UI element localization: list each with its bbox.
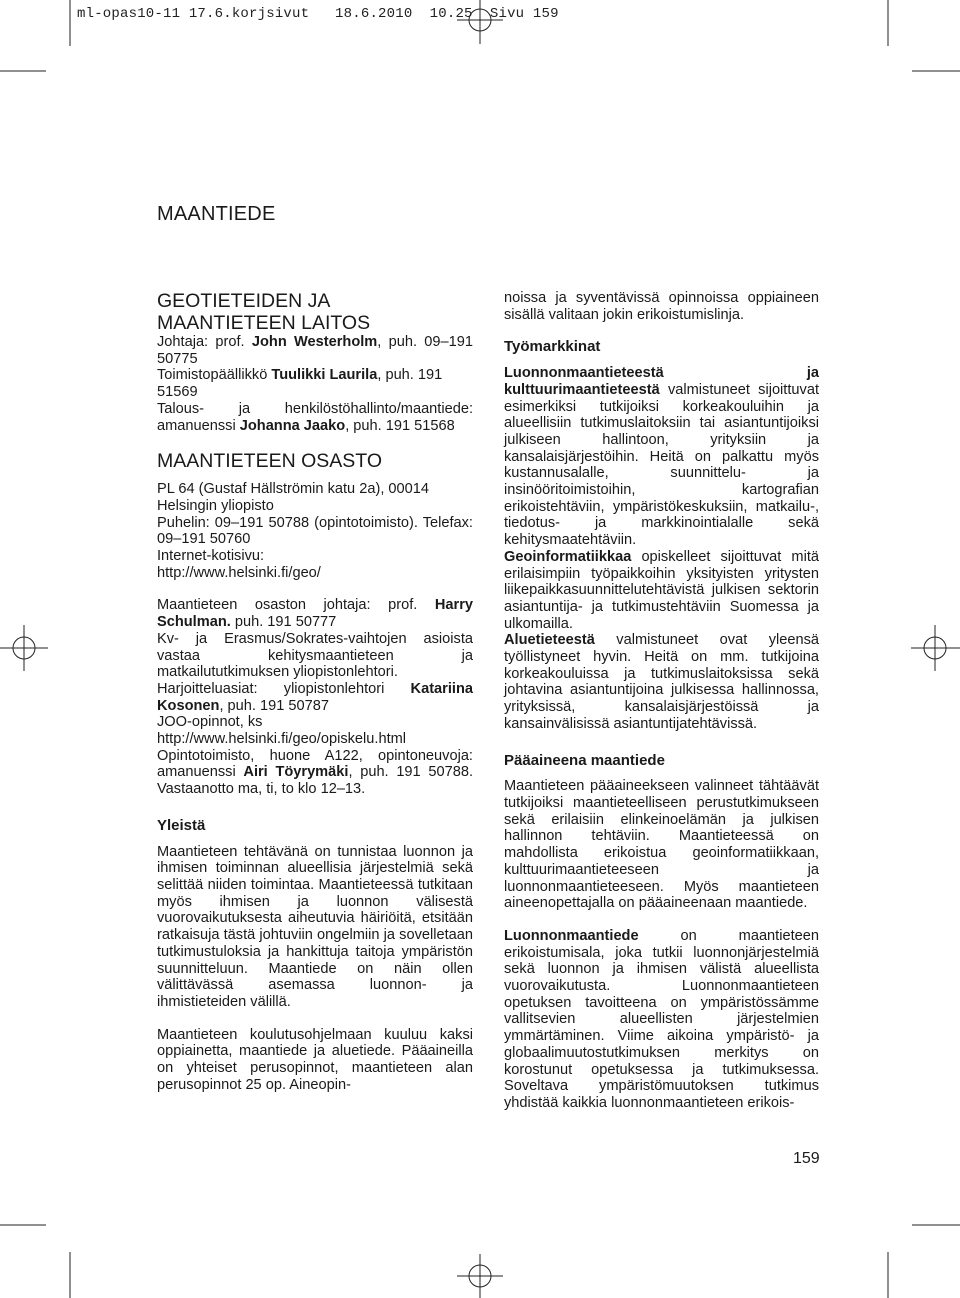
phone-text: , puh. 191 50788. Vastaanotto ma, ti, to klo 12–13.	[157, 764, 474, 798]
label-text: Toimistopäällikkö	[157, 367, 272, 384]
paragraph-text: on maantieteen erikoistumisala, joka tutkii luonnonjärjestelmiä sekä luonnon ja ihmisen välistä alueellista vuorovaikutusta. Luonnonmaantieteen opetuksen tavoitteena on ympäristössämme vallitsevien alueellisten järjestelmien ymmärtäminen. Viime aikoina ympäristö- ja globaalimuutostutkimuksen merkitys on korostunut opetuksessa ja tutkimuksessa. Soveltava ympäristömuutoksen tutkimus yhdistää kaikkia luonnonmaantieteen erikois-	[504, 927, 819, 1111]
yleista-heading: Yleistä	[157, 816, 206, 834]
paaaine-paragraph: Maantieteen pääaineekseen valinneet tähtäävät tutkijoiksi maantieteelliseen perustutkimukseen sekä erilaisiin elinkeinoelämän ja julkisen hallinnon tehtäviin. Maantieteessä on mahdollista erikoistua geoinformatiikkaan, kulttuurimaantieteeseen ja luonnonmaantieteeseen. Myös maantieteen aineenopettajalla on pääaineenaan maantiede.	[504, 778, 819, 912]
joo-url[interactable]: http://www.helsinki.fi/geo/opiskelu.html	[157, 731, 407, 748]
person-name: Harry Schulman.	[157, 597, 473, 631]
page-number: 159	[793, 1150, 820, 1167]
label-text: Opintotoimisto, huone A122, opintoneuvoja: amanuenssi	[157, 747, 473, 781]
registration-mark-right	[911, 625, 960, 671]
continued-text: noissa ja syventävissä opinnoissa oppiaineen sisällä valitaan jokin erikoistumislinja.	[504, 290, 819, 323]
phone-info: Puhelin: 09–191 50788 (opintotoimisto). Telefax: 09–191 50760	[157, 514, 473, 548]
department-title-line1: GEOTIETEIDEN JA	[157, 290, 331, 312]
internship-info	[157, 681, 473, 714]
osasto-head-info	[157, 597, 473, 630]
internet-label: Internet-kotisivu:	[157, 548, 265, 565]
label-text: Johtaja: prof.	[157, 334, 252, 350]
phone-text: , puh. 191 51568	[345, 417, 455, 434]
study-office-info	[157, 748, 473, 798]
left-column	[157, 290, 473, 1093]
bold-term: Luonnonmaantieteestä ja kulttuurimaantieteestä	[504, 365, 819, 398]
label-text: Maantieteen osaston johtaja: prof.	[157, 597, 435, 614]
person-name: Airi Töyrymäki	[243, 764, 349, 781]
phone-text: , puh. 191 50787	[219, 697, 329, 714]
luonnonmaantiede-paragraph	[504, 928, 819, 1112]
yleista-paragraph-2: Maantieteen koulutusohjelmaan kuuluu kaksi oppiainetta, maantiede ja aluetiede. Pääaineilla on yhteiset perusopinnot, maantieteen alan perusopinnot 25 op. Aineopin-	[157, 1026, 473, 1093]
registration-mark-left	[0, 625, 48, 671]
bold-term: Aluetieteestä	[504, 632, 595, 649]
internet-url[interactable]: http://www.helsinki.fi/geo/	[157, 564, 321, 581]
paragraph-text: opiskelleet sijoittuvat mitä erilaisimpiin työpaikkoihin yksityisten yritysten liikepaikkasuunnittelutehtävistä julkisen sektorin asiantuntija- ja tutkimustehtäviin Suomessa ja ulkomailla.	[504, 548, 819, 632]
paaaine-heading: Pääaineena maantiede	[504, 751, 665, 769]
osasto-title: MAANTIETEEN OSASTO	[157, 450, 383, 473]
head-info	[157, 334, 473, 367]
joo-label: JOO-opinnot, ks	[157, 714, 263, 731]
label-text: Talous- ja henkilöstöhallinto/maantiede: amanuenssi	[157, 400, 473, 434]
person-name: Tuulikki Laurila	[271, 367, 378, 384]
bold-term: Luonnonmaantiede	[504, 927, 639, 944]
office-manager-info	[157, 367, 473, 400]
address: PL 64 (Gustaf Hällströmin katu 2a), 00014 Helsingin yliopisto	[157, 481, 430, 514]
person-name: John Westerholm	[251, 334, 378, 350]
paragraph-text: valmistuneet ovat yleensä työllistyneet hyvin. Heitä on mm. tutkijoina korkeakouluissa ja tutkimuslaitoksissa sekä johtavina asiantuntijoina julkisessa hallinnossa, yrityksissä, kansalaisjärjestöissä ja kansainvälisissä asiantuntijatehtävissä.	[504, 632, 819, 732]
registration-mark-top	[457, 0, 503, 44]
phone-text: , puh. 09–191 50775	[157, 334, 473, 367]
tyomarkkinat-heading: Työmarkkinat	[504, 338, 601, 356]
section-title: MAANTIEDE	[157, 203, 276, 225]
print-slug: ml-opas10-11 17.6.korjsivut 18.6.2010 10.25 Sivu 159	[77, 6, 559, 22]
phone-text: , puh. 191 51569	[157, 367, 443, 401]
yleista-paragraph-1: Maantieteen tehtävänä on tunnistaa luonnon ja ihmisen toiminnan alueellisia järjestelmiä sekä selittää niiden toimintaa. Maantieteessä tutkitaan myös ihmisen ja luonnon välisestä vuorovaikutuksesta aiheutuvia häiriöitä, etsitään ratkaisuja tästä johtuviin ongelmiin ja sovelletaan tutkimustuloksia ja hankittuja taitoja ympäristön suunnitteluun. Maantiede on näin ollen välittävässä asemassa luonnon- ja ihmistieteiden välillä.	[157, 843, 473, 1010]
registration-mark-bottom	[457, 1254, 503, 1298]
luonnon-kulttuuri-paragraph	[504, 365, 819, 549]
label-text: Harjoitteluasiat: yliopistonlehtori	[157, 680, 411, 697]
aluetiede-paragraph	[504, 632, 819, 732]
erasmus-info: Kv- ja Erasmus/Sokrates-vaihtojen asioista vastaa kehitysmaantieteen ja matkailututkimuksen yliopistonlehtori.	[157, 630, 473, 681]
geoinformatiikka-paragraph	[504, 549, 819, 633]
person-name: Johanna Jaako	[239, 417, 346, 434]
phone-text: puh. 191 50777	[230, 614, 337, 631]
finance-info	[157, 401, 473, 434]
person-name: Katariina Kosonen	[157, 680, 473, 714]
bold-term: Geoinformatiikkaa	[504, 548, 632, 565]
department-title-line2: MAANTIETEEN LAITOS	[157, 312, 371, 334]
right-column	[504, 290, 819, 1112]
paragraph-text: valmistuneet sijoittuvat esimerkiksi tutkijoiksi korkeakouluihin ja alueellisiin tutkimuslaitoksiin tai asiantuntijoiksi julkiseen hallintoon, yrityksiin ja kansalaisjärjestöihin. Heitä on palkattu myös kustannusalalle, suunnittelu- ja insinööritoimistoihin, kartografian erikoistehtäviin, ympäristökeskuksiin, matkailu-, tiedotus- ja markkinointialalle sekä kehitysmaatehtäviin.	[504, 381, 819, 549]
